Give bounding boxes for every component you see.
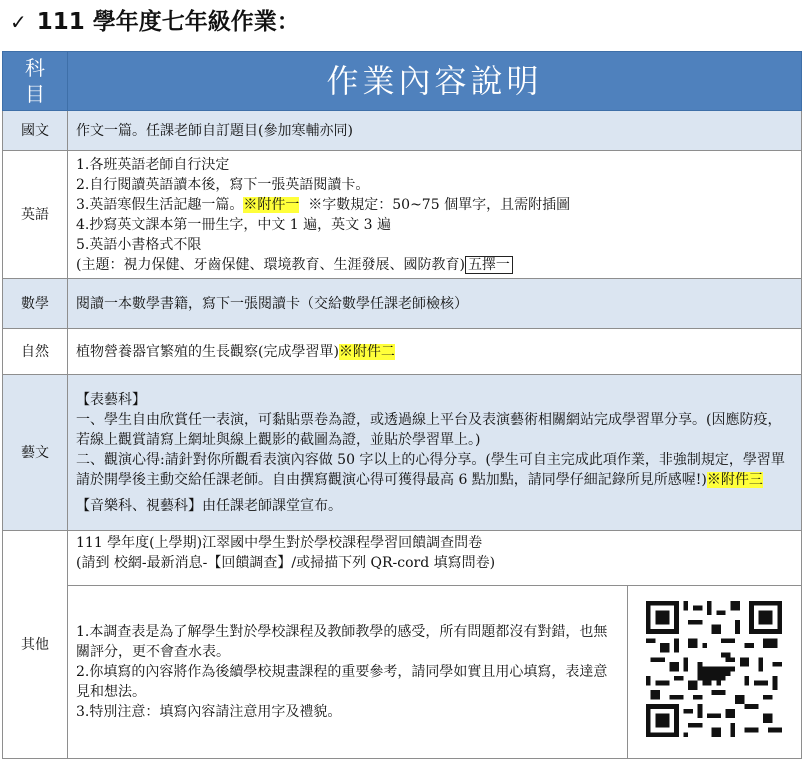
choose-one-box: 五擇一 — [465, 256, 513, 274]
chinese-content: 作文一篇。任課老師自訂題目(參加寒輔亦同) — [68, 111, 802, 151]
arts-paragraph-text: 二、觀演心得:請針對你所觀看表演內容做 50 字以上的心得分享。(學生可自主完成此項作業，非強制規定，學習單請於開學後主動交給任課老師。自由撰寫觀演心得可獲得最高 6 點加點，請同學仔細記錄所見所感喔!) — [76, 451, 785, 488]
attachment-1-highlight: ※附件一 — [243, 196, 300, 213]
survey-notes — [68, 586, 627, 758]
english-line: 1.各班英語老師自行決定 — [76, 156, 230, 173]
science-subject: 自然 — [3, 329, 68, 375]
english-line: 5.英語小書格式不限 — [76, 236, 202, 253]
content-header: 作業內容說明 — [68, 52, 802, 111]
english-line: 2.自行閱讀英語讀本後，寫下一張英語閱讀卡。 — [76, 176, 370, 193]
arts-content — [68, 375, 802, 531]
english-line — [76, 255, 801, 275]
english-subject: 英語 — [3, 151, 68, 279]
arts-heading: 【表藝科】 — [76, 391, 146, 408]
chinese-row — [3, 111, 802, 151]
note-item: 2.你填寫的內容將作為後續學校規畫課程的重要參考，請同學如實且用心填寫，表達意見和想法。 — [76, 664, 608, 700]
english-line-text: ※字數規定：50~75 個單字，且需附插圖 — [299, 196, 571, 213]
survey-instructions: (請到 校網-最新消息-【回饋調查】/或掃描下列 QR-cord 填寫問卷) — [76, 555, 496, 571]
qr-code-icon[interactable] — [646, 601, 782, 737]
science-content — [68, 329, 802, 375]
other-row — [3, 531, 802, 759]
survey-title: 111 學年度(上學期)江翠國中學生對於學校課程學習回饋調查問卷 — [76, 535, 483, 551]
note-item: 1.本調查表是為了解學生對於學校課程及教師教學的感受，所有問題都沒有對錯，也無關評分，更不會查水表。 — [76, 624, 608, 660]
homework-table — [2, 51, 802, 759]
arts-row — [3, 375, 802, 531]
checkmark-icon: ✓ — [10, 10, 27, 34]
math-content: 閱讀一本數學書籍，寫下一張閱讀卡（交給數學任課老師檢核） — [68, 279, 802, 329]
english-line: 4.抄寫英文課本第一冊生字，中文 1 遍，英文 3 遍 — [76, 216, 391, 233]
chinese-subject: 國文 — [3, 111, 68, 151]
science-text: 植物營養器官繁殖的生長觀察(完成學習單) — [76, 343, 339, 360]
subject-header: 科 目 — [3, 52, 68, 111]
header-row — [3, 52, 802, 111]
math-subject: 數學 — [3, 279, 68, 329]
english-line-text: 3.英語寒假生活記趣一篇。 — [76, 196, 244, 213]
page-title — [10, 4, 300, 40]
science-row — [3, 329, 802, 375]
english-line — [76, 195, 801, 215]
arts-subject: 藝文 — [3, 375, 68, 531]
qr-cell — [627, 586, 801, 758]
survey-notes-table — [68, 586, 801, 758]
note-item: 3.特別注意：填寫內容請注意用字及禮貌。 — [76, 704, 342, 720]
english-row — [3, 151, 802, 279]
english-content — [68, 151, 802, 279]
arts-music: 【音樂科、視藝科】由任課老師課堂宣布。 — [76, 497, 342, 514]
page-title-text: 111 學年度七年級作業： — [36, 9, 300, 35]
attachment-2-highlight: ※附件二 — [338, 343, 395, 360]
arts-paragraph: 一、學生自由欣賞任一表演，可黏貼票卷為證，或透過線上平台及表演藝術相關網站完成學習單分享。(因應防疫，若線上觀賞請寫上網址與線上觀影的截圖為證，並貼於學習單上。) — [76, 411, 782, 448]
arts-paragraph — [76, 450, 795, 490]
math-row — [3, 279, 802, 329]
attachment-3-highlight: ※附件三 — [706, 471, 763, 488]
other-content — [68, 531, 802, 759]
other-subject: 其他 — [3, 531, 68, 759]
english-line-text: (主題：視力保健、牙齒保健、環境教育、生涯發展、國防教育) — [76, 256, 465, 273]
